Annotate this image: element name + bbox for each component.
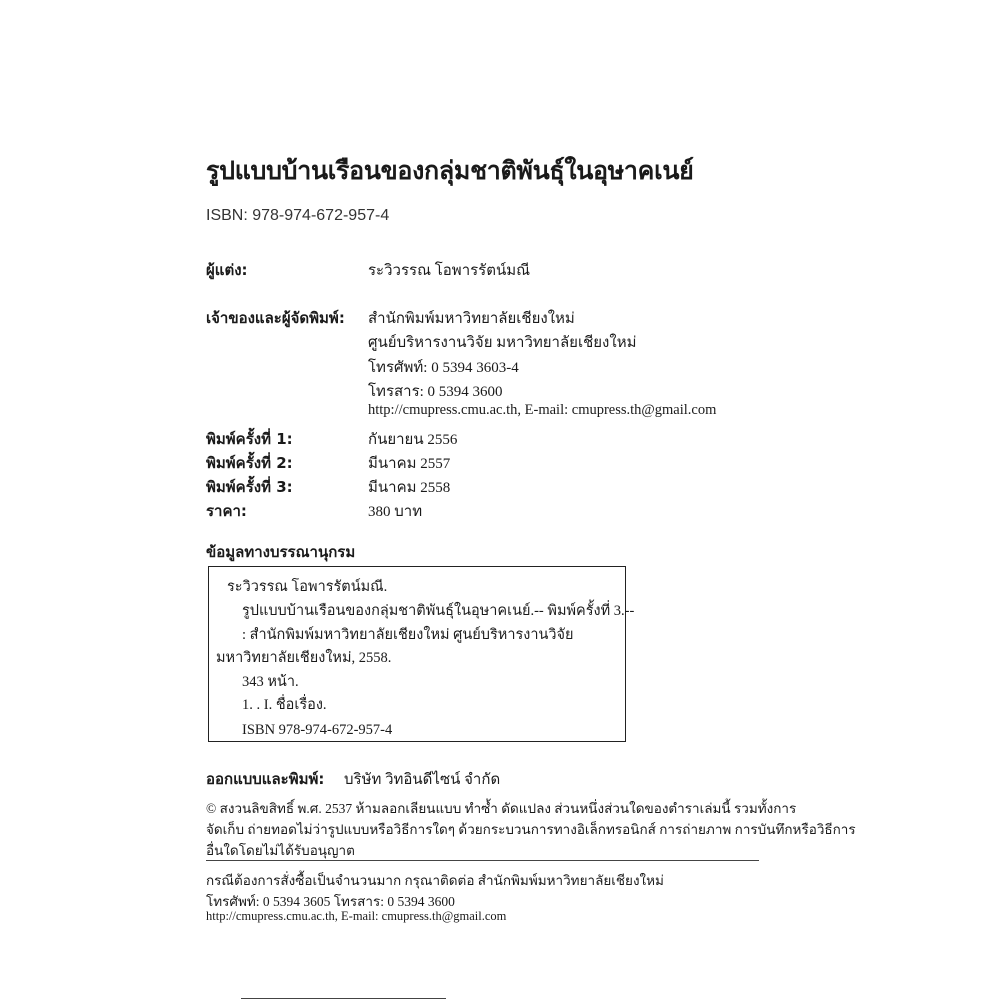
copyright-line: © สงวนลิขสิทธิ์ พ.ศ. 2537 ห้ามลอกเลียนแบบ ทำซ้ำ ดัดแปลง ส่วนหนึ่งส่วนใดของตำราเล่มนี้ รวมทั้งการ: [206, 801, 797, 816]
printing-value: มีนาคม 2558: [368, 480, 451, 496]
design-value: บริษัท วิทอินดีไซน์ จำกัด: [344, 772, 501, 788]
author-value: ระวิวรรณ โอพารรัตน์มณี: [368, 263, 531, 279]
catalog-line: ISBN 978-974-672-957-4: [242, 722, 393, 738]
printing-label: พิมพ์ครั้งที่ 1:: [206, 430, 293, 448]
publisher-line: สำนักพิมพ์มหาวิทยาลัยเชียงใหม่: [368, 311, 575, 327]
publisher-line: โทรสาร: 0 5394 3600: [368, 384, 503, 400]
author-label: ผู้แต่ง:: [206, 261, 248, 279]
footer-line: กรณีต้องการสั่งซื้อเป็นจำนวนมาก กรุณาติดต่อ สำนักพิมพ์มหาวิทยาลัยเชียงใหม่: [206, 873, 664, 888]
publisher-label: เจ้าของและผู้จัดพิมพ์:: [206, 309, 345, 327]
footer-line: โทรศัพท์: 0 5394 3605 โทรสาร: 0 5394 3600: [206, 894, 455, 909]
publisher-line: http://cmupress.cmu.ac.th, E-mail: cmupress.th@gmail.com: [368, 402, 717, 418]
price-value: 380 บาท: [368, 504, 423, 520]
catalog-heading: ข้อมูลทางบรรณานุกรม: [206, 543, 356, 561]
catalog-box: [208, 566, 635, 742]
catalog-line: ระวิวรรณ โอพารรัตน์มณี.: [227, 579, 388, 595]
copyright-line: จัดเก็บ ถ่ายทอดไม่ว่ารูปแบบหรือวิธีการใดๆ ด้วยกระบวนการทางอิเล็กทรอนิกส์ การถ่ายภาพ การบันทึกหรือวิธีการ: [206, 822, 856, 837]
design-label: ออกแบบและพิมพ์:: [206, 770, 325, 788]
footer-line: http://cmupress.cmu.ac.th, E-mail: cmupress.th@gmail.com: [206, 909, 507, 923]
book-title: รูปแบบบ้านเรือนของกลุ่มชาติพันธุ์ในอุษาคเนย์: [206, 156, 694, 185]
printing-value: มีนาคม 2557: [368, 456, 451, 472]
divider: [241, 998, 446, 999]
publisher-line: โทรศัพท์: 0 5394 3603-4: [368, 360, 519, 376]
printing-label: พิมพ์ครั้งที่ 3:: [206, 478, 293, 496]
printing-value: กันยายน 2556: [368, 432, 458, 448]
catalog-line: รูปแบบบ้านเรือนของกลุ่มชาติพันธุ์ในอุษาคเนย์.-- พิมพ์ครั้งที่ 3.--: [242, 603, 635, 619]
publisher-line: ศูนย์บริหารงานวิจัย มหาวิทยาลัยเชียงใหม่: [368, 335, 637, 351]
printing-label: พิมพ์ครั้งที่ 2:: [206, 454, 293, 472]
price-label: ราคา:: [206, 502, 247, 520]
catalog-line: 343 หน้า.: [242, 674, 299, 690]
catalog-line: มหาวิทยาลัยเชียงใหม่, 2558.: [216, 650, 392, 666]
copyright-line: อื่นใดโดยไม่ได้รับอนุญาต: [206, 843, 355, 858]
catalog-line: : สำนักพิมพ์มหาวิทยาลัยเชียงใหม่ ศูนย์บริหารงานวิจัย: [242, 627, 574, 643]
isbn: ISBN: 978-974-672-957-4: [206, 207, 390, 224]
divider: [206, 860, 759, 861]
catalog-line: 1. . I. ชื่อเรื่อง.: [242, 697, 327, 713]
